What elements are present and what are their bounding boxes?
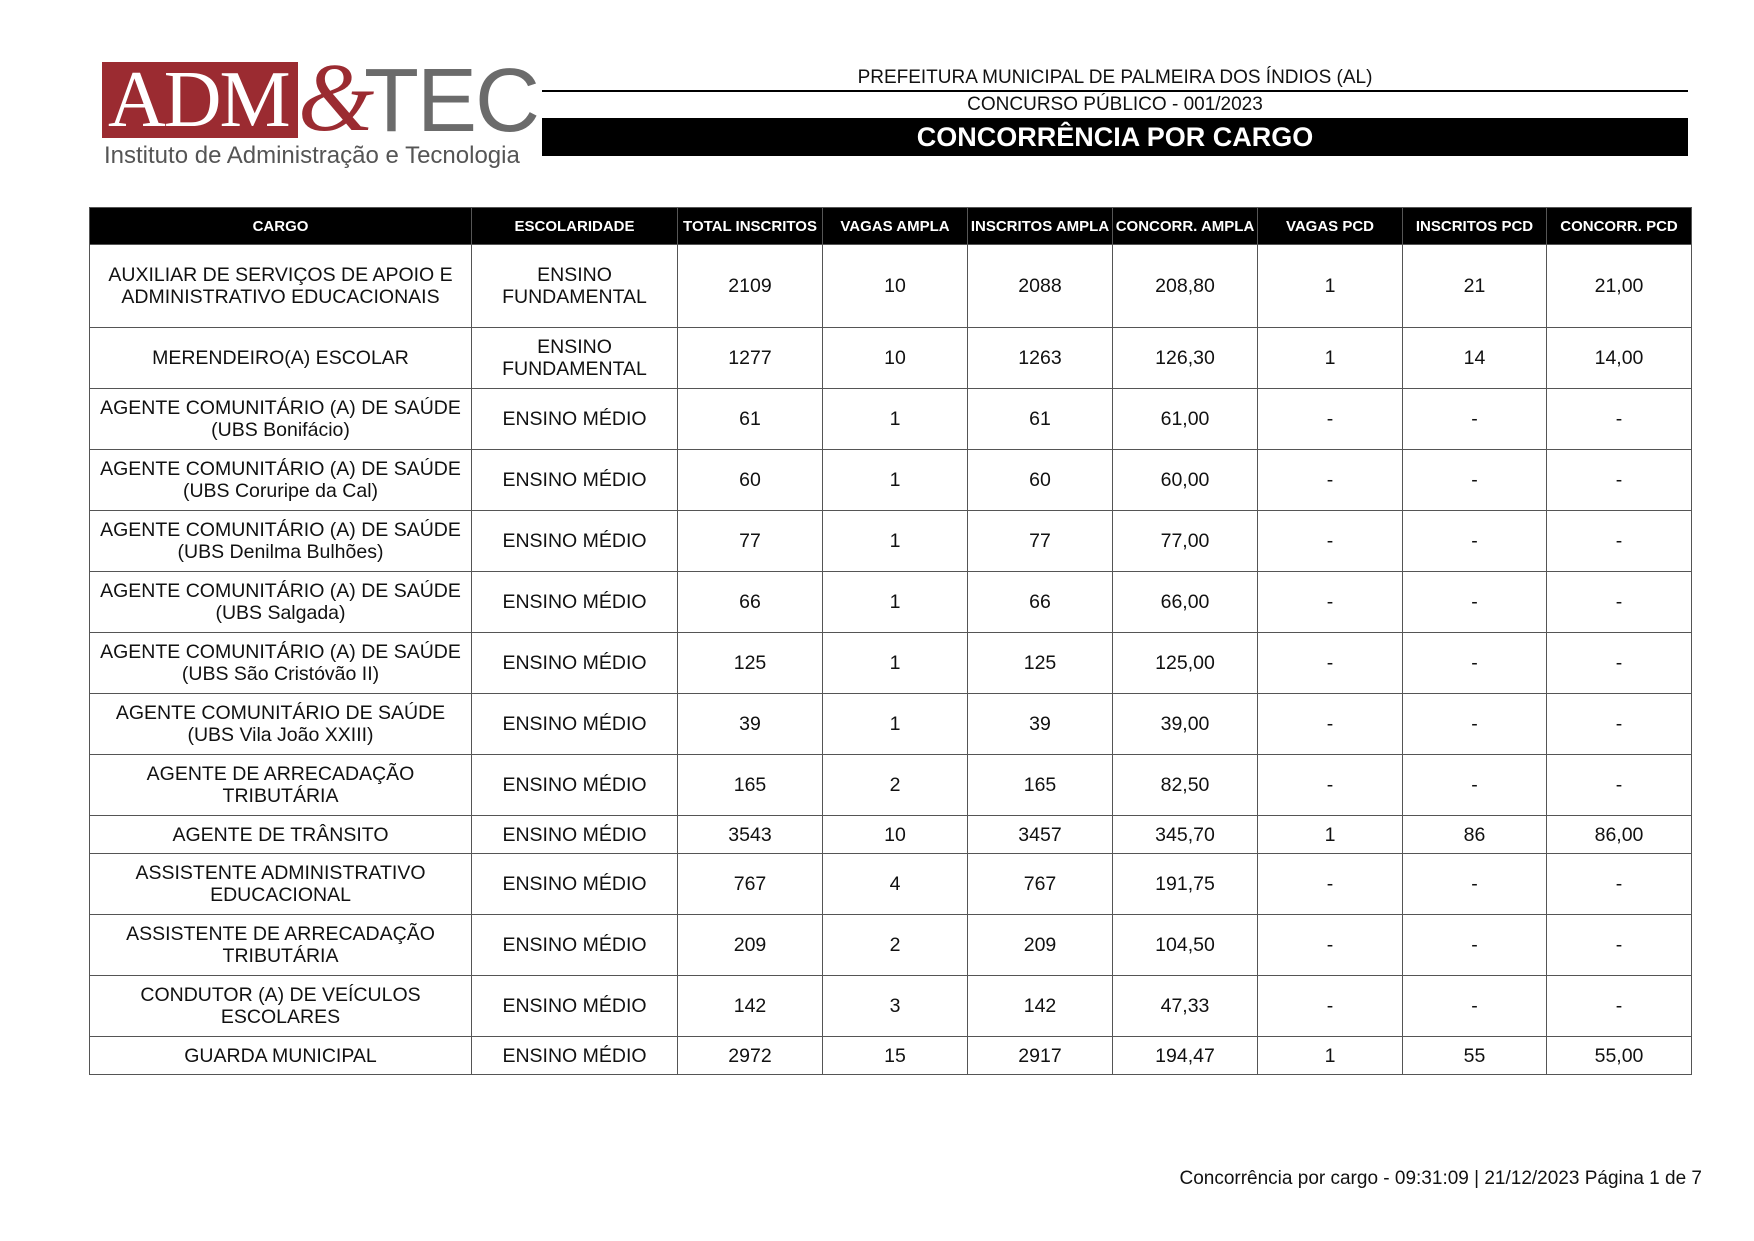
- cell-cargo: CONDUTOR (A) DE VEÍCULOS ESCOLARES: [90, 976, 472, 1037]
- table-row: [90, 915, 1692, 976]
- table-row: [90, 328, 1692, 389]
- cell-concorr-pcd: 86,00: [1547, 816, 1692, 854]
- cell-inscritos-ampla: 1263: [968, 328, 1113, 389]
- cell-cargo: AGENTE COMUNITÁRIO (A) DE SAÚDE (UBS Salgada): [90, 572, 472, 633]
- cell-cargo: AGENTE DE ARRECADAÇÃO TRIBUTÁRIA: [90, 755, 472, 816]
- cell-vagas-ampla: 10: [823, 245, 968, 328]
- cell-vagas-ampla: 10: [823, 816, 968, 854]
- table-body: [90, 245, 1692, 1075]
- col-escolaridade: ESCOLARIDADE: [472, 208, 678, 245]
- cell-inscritos-ampla: 2917: [968, 1037, 1113, 1075]
- cell-inscritos-pcd: -: [1403, 755, 1547, 816]
- cell-total-inscritos: 767: [678, 854, 823, 915]
- cell-total-inscritos: 165: [678, 755, 823, 816]
- cell-concorr-pcd: 55,00: [1547, 1037, 1692, 1075]
- cell-concorr-ampla: 77,00: [1113, 511, 1258, 572]
- cell-concorr-pcd: -: [1547, 511, 1692, 572]
- cell-inscritos-ampla: 142: [968, 976, 1113, 1037]
- header-concurso: CONCURSO PÚBLICO - 001/2023: [967, 94, 1263, 115]
- cell-concorr-ampla: 345,70: [1113, 816, 1258, 854]
- cell-concorr-ampla: 194,47: [1113, 1037, 1258, 1075]
- cell-cargo: AGENTE DE TRÂNSITO: [90, 816, 472, 854]
- cell-escolaridade: ENSINO MÉDIO: [472, 1037, 678, 1075]
- cell-total-inscritos: 1277: [678, 328, 823, 389]
- cell-concorr-pcd: 14,00: [1547, 328, 1692, 389]
- cell-cargo: AUXILIAR DE SERVIÇOS DE APOIO E ADMINISTRATIVO EDUCACIONAIS: [90, 245, 472, 328]
- cell-inscritos-ampla: 209: [968, 915, 1113, 976]
- cell-vagas-pcd: -: [1258, 572, 1403, 633]
- cell-vagas-pcd: -: [1258, 854, 1403, 915]
- cell-inscritos-pcd: -: [1403, 450, 1547, 511]
- cell-total-inscritos: 142: [678, 976, 823, 1037]
- table-row: [90, 854, 1692, 915]
- table-row: [90, 511, 1692, 572]
- cell-escolaridade: ENSINO MÉDIO: [472, 633, 678, 694]
- cell-escolaridade: ENSINO FUNDAMENTAL: [472, 245, 678, 328]
- cell-vagas-ampla: 1: [823, 633, 968, 694]
- cell-concorr-ampla: 39,00: [1113, 694, 1258, 755]
- col-total-inscritos: TOTAL INSCRITOS: [678, 208, 823, 245]
- cell-escolaridade: ENSINO MÉDIO: [472, 389, 678, 450]
- cell-inscritos-ampla: 39: [968, 694, 1113, 755]
- cell-total-inscritos: 2972: [678, 1037, 823, 1075]
- cell-inscritos-ampla: 767: [968, 854, 1113, 915]
- cell-vagas-pcd: 1: [1258, 245, 1403, 328]
- cell-escolaridade: ENSINO MÉDIO: [472, 854, 678, 915]
- cell-vagas-pcd: -: [1258, 389, 1403, 450]
- logo-subtitle: Instituto de Administração e Tecnologia: [104, 142, 520, 169]
- cell-cargo: ASSISTENTE ADMINISTRATIVO EDUCACIONAL: [90, 854, 472, 915]
- table-row: [90, 572, 1692, 633]
- page-title: CONCORRÊNCIA POR CARGO: [542, 118, 1688, 156]
- table-row: [90, 976, 1692, 1037]
- cell-escolaridade: ENSINO MÉDIO: [472, 976, 678, 1037]
- cell-total-inscritos: 77: [678, 511, 823, 572]
- col-vagas-ampla: VAGAS AMPLA: [823, 208, 968, 245]
- cell-cargo: GUARDA MUNICIPAL: [90, 1037, 472, 1075]
- cell-vagas-ampla: 1: [823, 572, 968, 633]
- header-prefeitura: PREFEITURA MUNICIPAL DE PALMEIRA DOS ÍNDIOS (AL): [857, 67, 1373, 88]
- cell-concorr-ampla: 66,00: [1113, 572, 1258, 633]
- cell-vagas-ampla: 2: [823, 755, 968, 816]
- cell-concorr-ampla: 47,33: [1113, 976, 1258, 1037]
- cell-concorr-pcd: -: [1547, 854, 1692, 915]
- cell-vagas-pcd: 1: [1258, 816, 1403, 854]
- cell-vagas-ampla: 2: [823, 915, 968, 976]
- cell-inscritos-ampla: 3457: [968, 816, 1113, 854]
- cell-vagas-ampla: 15: [823, 1037, 968, 1075]
- cell-escolaridade: ENSINO MÉDIO: [472, 816, 678, 854]
- cell-vagas-pcd: -: [1258, 450, 1403, 511]
- col-inscritos-pcd: INSCRITOS PCD: [1403, 208, 1547, 245]
- cell-inscritos-pcd: -: [1403, 694, 1547, 755]
- cell-vagas-ampla: 3: [823, 976, 968, 1037]
- cell-cargo: ASSISTENTE DE ARRECADAÇÃO TRIBUTÁRIA: [90, 915, 472, 976]
- cell-escolaridade: ENSINO FUNDAMENTAL: [472, 328, 678, 389]
- page-footer: Concorrência por cargo - 09:31:09 | 21/12/2023 Página 1 de 7: [1179, 1168, 1702, 1189]
- cell-vagas-pcd: 1: [1258, 328, 1403, 389]
- cell-total-inscritos: 61: [678, 389, 823, 450]
- col-cargo: CARGO: [90, 208, 472, 245]
- concorrencia-table: [89, 207, 1692, 1075]
- cell-inscritos-ampla: 77: [968, 511, 1113, 572]
- cell-inscritos-pcd: 14: [1403, 328, 1547, 389]
- admtec-logo: [102, 44, 538, 174]
- cell-cargo: AGENTE COMUNITÁRIO (A) DE SAÚDE (UBS Bonifácio): [90, 389, 472, 450]
- cell-escolaridade: ENSINO MÉDIO: [472, 511, 678, 572]
- cell-cargo: AGENTE COMUNITÁRIO DE SAÚDE (UBS Vila João XXIII): [90, 694, 472, 755]
- cell-vagas-ampla: 1: [823, 450, 968, 511]
- cell-total-inscritos: 125: [678, 633, 823, 694]
- cell-concorr-pcd: -: [1547, 976, 1692, 1037]
- cell-vagas-ampla: 1: [823, 694, 968, 755]
- cell-concorr-pcd: -: [1547, 572, 1692, 633]
- table-row: [90, 755, 1692, 816]
- table-row: [90, 450, 1692, 511]
- cell-escolaridade: ENSINO MÉDIO: [472, 755, 678, 816]
- cell-inscritos-pcd: -: [1403, 854, 1547, 915]
- logo-ampersand: &: [298, 44, 375, 152]
- cell-escolaridade: ENSINO MÉDIO: [472, 915, 678, 976]
- cell-concorr-pcd: -: [1547, 755, 1692, 816]
- cell-inscritos-pcd: 21: [1403, 245, 1547, 328]
- cell-total-inscritos: 66: [678, 572, 823, 633]
- cell-vagas-ampla: 10: [823, 328, 968, 389]
- table-row: [90, 816, 1692, 854]
- cell-inscritos-pcd: 55: [1403, 1037, 1547, 1075]
- table-row: [90, 694, 1692, 755]
- cell-inscritos-ampla: 66: [968, 572, 1113, 633]
- cell-total-inscritos: 3543: [678, 816, 823, 854]
- cell-inscritos-ampla: 165: [968, 755, 1113, 816]
- cell-inscritos-pcd: -: [1403, 633, 1547, 694]
- cell-concorr-pcd: -: [1547, 694, 1692, 755]
- cell-concorr-pcd: -: [1547, 450, 1692, 511]
- cell-cargo: AGENTE COMUNITÁRIO (A) DE SAÚDE (UBS São Cristóvão II): [90, 633, 472, 694]
- cell-vagas-ampla: 1: [823, 511, 968, 572]
- cell-escolaridade: ENSINO MÉDIO: [472, 572, 678, 633]
- cell-concorr-pcd: -: [1547, 915, 1692, 976]
- cell-concorr-pcd: 21,00: [1547, 245, 1692, 328]
- cell-inscritos-ampla: 2088: [968, 245, 1113, 328]
- cell-vagas-ampla: 1: [823, 389, 968, 450]
- cell-concorr-ampla: 125,00: [1113, 633, 1258, 694]
- cell-vagas-pcd: -: [1258, 755, 1403, 816]
- cell-total-inscritos: 39: [678, 694, 823, 755]
- cell-total-inscritos: 2109: [678, 245, 823, 328]
- cell-vagas-pcd: -: [1258, 633, 1403, 694]
- cell-vagas-pcd: -: [1258, 694, 1403, 755]
- cell-concorr-ampla: 82,50: [1113, 755, 1258, 816]
- col-concorr-ampla: CONCORR. AMPLA: [1113, 208, 1258, 245]
- cell-vagas-pcd: -: [1258, 976, 1403, 1037]
- cell-inscritos-pcd: -: [1403, 511, 1547, 572]
- cell-concorr-pcd: -: [1547, 389, 1692, 450]
- table-row: [90, 633, 1692, 694]
- cell-concorr-ampla: 191,75: [1113, 854, 1258, 915]
- cell-inscritos-pcd: -: [1403, 389, 1547, 450]
- table-row: [90, 245, 1692, 328]
- table-row: [90, 389, 1692, 450]
- table-row: [90, 1037, 1692, 1075]
- cell-concorr-ampla: 61,00: [1113, 389, 1258, 450]
- cell-concorr-ampla: 104,50: [1113, 915, 1258, 976]
- cell-total-inscritos: 60: [678, 450, 823, 511]
- cell-inscritos-pcd: -: [1403, 915, 1547, 976]
- cell-total-inscritos: 209: [678, 915, 823, 976]
- cell-concorr-ampla: 126,30: [1113, 328, 1258, 389]
- cell-inscritos-ampla: 60: [968, 450, 1113, 511]
- cell-cargo: AGENTE COMUNITÁRIO (A) DE SAÚDE (UBS Coruripe da Cal): [90, 450, 472, 511]
- cell-concorr-ampla: 208,80: [1113, 245, 1258, 328]
- cell-vagas-pcd: 1: [1258, 1037, 1403, 1075]
- cell-escolaridade: ENSINO MÉDIO: [472, 450, 678, 511]
- cell-concorr-pcd: -: [1547, 633, 1692, 694]
- cell-inscritos-ampla: 125: [968, 633, 1113, 694]
- logo-tec-text: TEC: [364, 51, 538, 151]
- cell-inscritos-pcd: 86: [1403, 816, 1547, 854]
- cell-vagas-pcd: -: [1258, 511, 1403, 572]
- cell-vagas-pcd: -: [1258, 915, 1403, 976]
- col-inscritos-ampla: INSCRITOS AMPLA: [968, 208, 1113, 245]
- col-vagas-pcd: VAGAS PCD: [1258, 208, 1403, 245]
- cell-inscritos-pcd: -: [1403, 976, 1547, 1037]
- cell-cargo: AGENTE COMUNITÁRIO (A) DE SAÚDE (UBS Denilma Bulhões): [90, 511, 472, 572]
- header-divider: [542, 90, 1688, 92]
- logo-adm-text: ADM: [102, 62, 298, 138]
- cell-inscritos-pcd: -: [1403, 572, 1547, 633]
- cell-escolaridade: ENSINO MÉDIO: [472, 694, 678, 755]
- cell-cargo: MERENDEIRO(A) ESCOLAR: [90, 328, 472, 389]
- col-concorr-pcd: CONCORR. PCD: [1547, 208, 1692, 245]
- cell-vagas-ampla: 4: [823, 854, 968, 915]
- table-header-row: [90, 208, 1692, 245]
- cell-inscritos-ampla: 61: [968, 389, 1113, 450]
- cell-concorr-ampla: 60,00: [1113, 450, 1258, 511]
